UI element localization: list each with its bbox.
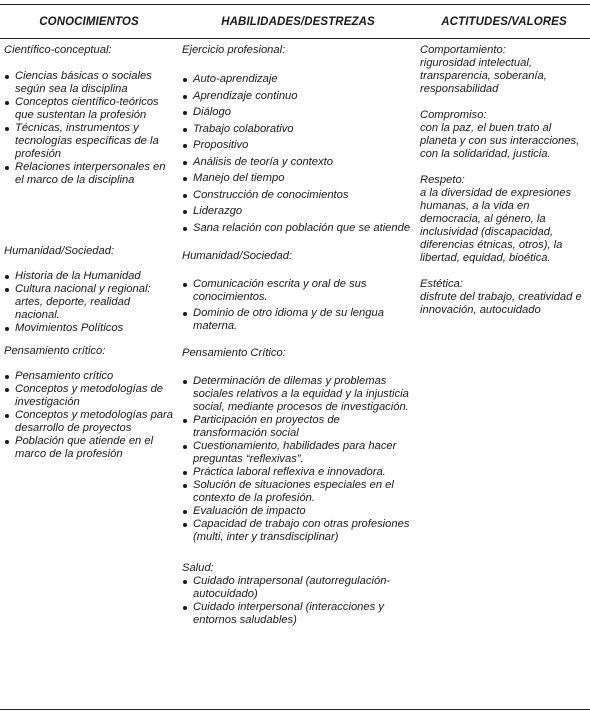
list-item: Cuidado intrapersonal (autorregulación-autocuidado)	[182, 575, 416, 601]
list-item: Aprendizaje continuo	[182, 90, 416, 103]
list-item: Comunicación escrita y oral de sus conocimientos.	[182, 278, 416, 304]
list	[182, 278, 416, 333]
list-item: Liderazgo	[182, 205, 416, 218]
list-item: Evaluación de impacto	[182, 505, 416, 518]
list-item: Participación en proyectos de transformación social	[182, 414, 416, 440]
list-item: Población que atiende en el marco de la profesión	[4, 435, 176, 461]
value-text: a la diversidad de expresiones humanas, a la vida en democracia, al género, la inclusividad (discapacidad, diferencias étnicas, otros), la libertad, equidad, bioética.	[420, 187, 572, 264]
section-title: Ejercicio profesional:	[182, 44, 286, 56]
value-title: Estética:	[420, 278, 463, 290]
section-title: Científico-conceptual:	[4, 44, 112, 56]
list-item: Práctica laboral reflexiva e innovadora.	[182, 466, 416, 479]
list-item: Capacidad de trabajo con otras profesiones (multi, inter y transdisciplinar)	[182, 518, 416, 544]
list-item: Diálogo	[182, 106, 416, 119]
value-block-comportamiento	[420, 44, 588, 96]
list-item: Dominio de otro idioma y de su lengua materna.	[182, 307, 416, 333]
list-item: Cuidado interpersonal (interacciones y entornos saludables)	[182, 601, 416, 627]
header-rule	[0, 38, 590, 39]
list	[4, 270, 176, 335]
header-conocimientos: CONOCIMIENTOS	[39, 16, 139, 28]
column-actitudes	[420, 44, 588, 317]
list-item: Auto-aprendizaje	[182, 73, 416, 86]
list-item: Historia de la Humanidad	[4, 270, 176, 283]
list-item: Cuestionamiento, habilidades para hacer preguntas “reflexivas”.	[182, 440, 416, 466]
value-text: rigurosidad intelectual, transparencia, soberanía, responsabilidad	[420, 57, 547, 95]
list-item: Relaciones interpersonales en el marco de la disciplina	[4, 161, 176, 187]
section-title: Pensamiento crítico:	[4, 345, 106, 357]
list	[182, 375, 416, 544]
list-item: Construcción de conocimientos	[182, 189, 416, 202]
list	[182, 575, 416, 627]
list	[4, 370, 176, 461]
list-item: Manejo del tiempo	[182, 172, 416, 185]
list-item: Ciencias básicas o sociales según sea la disciplina	[4, 70, 176, 96]
value-title: Respeto:	[420, 174, 465, 186]
column-conocimientos	[4, 44, 176, 461]
list-item: Análisis de teoría y contexto	[182, 156, 416, 169]
list-item: Solución de situaciones especiales en el contexto de la profesión.	[182, 479, 416, 505]
section-title: Pensamiento Crítico:	[182, 346, 286, 359]
table-top-rule	[0, 4, 590, 5]
section-title: Salud:	[182, 561, 214, 574]
value-title: Comportamiento:	[420, 44, 506, 56]
list-item: Pensamiento crítico	[4, 370, 176, 383]
list-item: Conceptos científico-teóricos que sustentan la profesión	[4, 96, 176, 122]
header-habilidades: HABILIDADES/DESTREZAS	[221, 16, 375, 28]
table-bottom-rule	[0, 709, 590, 710]
value-title: Compromiso:	[420, 109, 487, 121]
list-item: Cultura nacional y regional: artes, deporte, realidad nacional.	[4, 283, 176, 322]
value-block-estetica	[420, 278, 588, 317]
list-item: Técnicas, instrumentos y tecnologías específicas de la profesión	[4, 122, 176, 161]
list-item: Conceptos y metodologías para desarrollo de proyectos	[4, 409, 176, 435]
value-text: con la paz, el buen trato al planeta y con sus interacciones, con la solidaridad, justicia.	[420, 122, 580, 160]
section-title: Humanidad/Sociedad:	[182, 249, 293, 262]
list	[182, 73, 416, 235]
list-item: Propositivo	[182, 139, 416, 152]
list-item: Conceptos y metodologías de investigación	[4, 383, 176, 409]
list-item: Sana relación con población que se atiende	[182, 222, 416, 235]
header-actitudes: ACTITUDES/VALORES	[441, 16, 567, 28]
value-text: disfrute del trabajo, creatividad e innovación, autocuidado	[420, 291, 582, 316]
section-title: Humanidad/Sociedad:	[4, 245, 115, 257]
column-habilidades	[182, 44, 416, 627]
list-item: Movimientos Políticos	[4, 322, 176, 335]
list-item: Determinación de dilemas y problemas sociales relativos a la equidad y la injusticia social, mediante procesos de investigación.	[182, 375, 416, 414]
value-block-compromiso	[420, 109, 588, 161]
list	[4, 70, 176, 187]
list-item: Trabajo colaborativo	[182, 123, 416, 136]
value-block-respeto	[420, 174, 588, 265]
